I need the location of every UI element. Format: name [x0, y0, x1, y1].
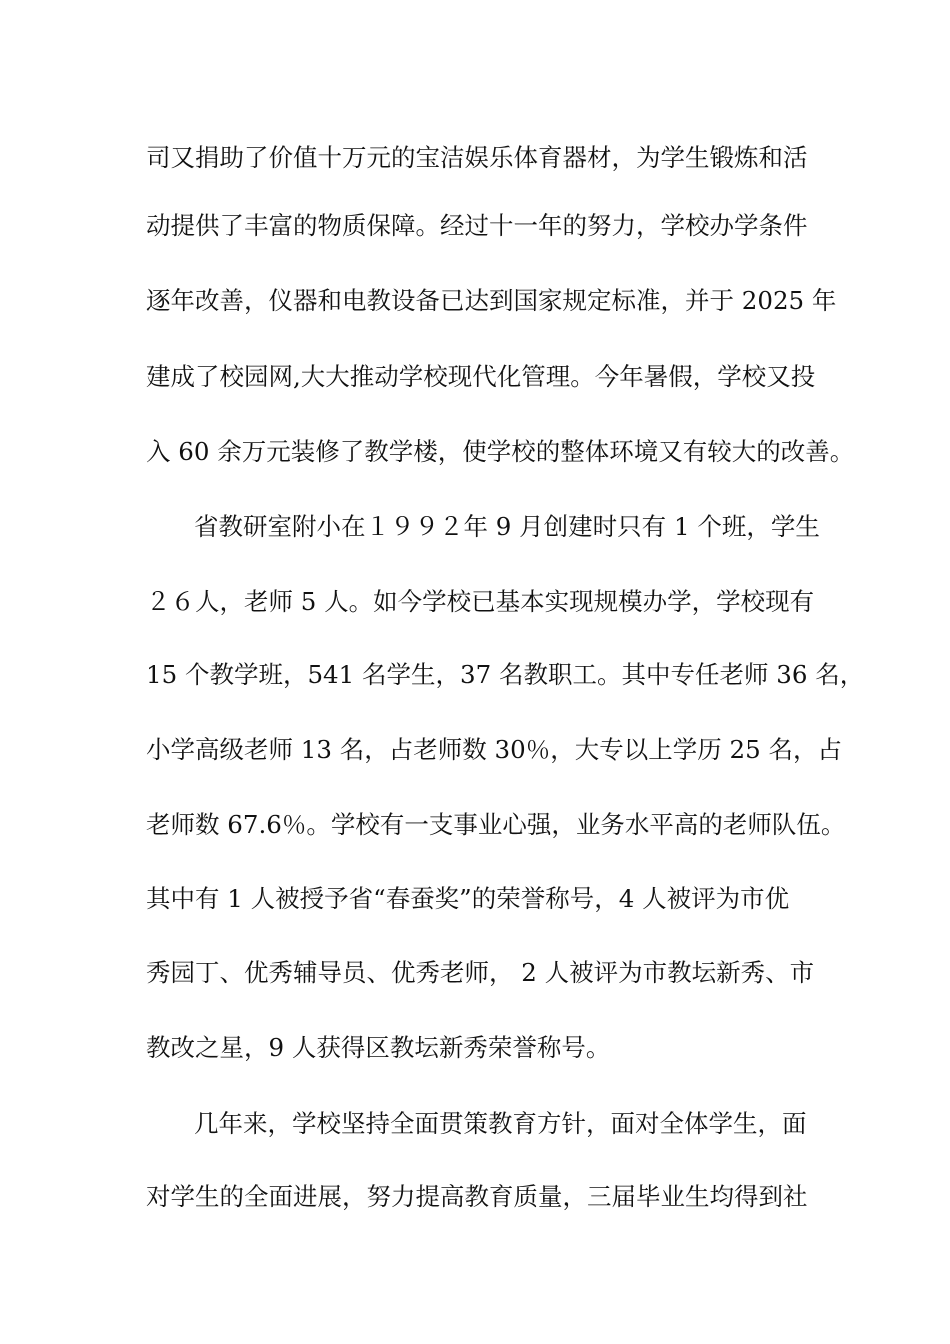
text-line: 老师数 67.6％。学校有一支事业心强，业务水平高的老师队伍。: [146, 810, 846, 839]
text-line: 动提供了丰富的物质保障。经过十一年的努力，学校办学条件: [146, 211, 808, 240]
text-line: 小学高级老师 13 名，占老师数 30％，大专以上学历 25 名，占: [146, 735, 842, 764]
text-line: 15 个教学班，541 名学生，37 名教职工。其中专任老师 36 名，: [146, 660, 865, 689]
text-line: ２６人，老师 5 人。如今学校已基本实现规模办学，学校现有: [146, 587, 815, 616]
text-line: 教改之星，9 人获得区教坛新秀荣誉称号。: [146, 1033, 611, 1062]
text-line: 对学生的全面进展，努力提高教育质量，三届毕业生均得到社: [146, 1182, 808, 1211]
text-line: 入 60 余万元装修了教学楼，使学校的整体环境又有较大的改善。: [146, 437, 855, 466]
text-line: 逐年改善，仪器和电教设备已达到国家规定标准，并于 2025 年: [146, 286, 837, 315]
text-line: 秀园丁、优秀辅导员、优秀老师， 2 人被评为市教坛新秀、市: [146, 958, 815, 987]
paragraph-first-line: 省教研室附小在１９９２年 9 月创建时只有 1 个班，学生: [194, 512, 820, 541]
text-line: 其中有 1 人被授予省“春蚕奖”的荣誉称号，4 人被评为市优: [146, 884, 790, 913]
text-line: 建成了校园网,大大推动学校现代化管理。今年暑假，学校又投: [146, 362, 816, 391]
paragraph-first-line: 几年来，学校坚持全面贯策教育方针，面对全体学生，面: [194, 1109, 807, 1138]
text-line: 司又捐助了价值十万元的宝洁娱乐体育器材，为学生锻炼和活: [146, 143, 808, 172]
